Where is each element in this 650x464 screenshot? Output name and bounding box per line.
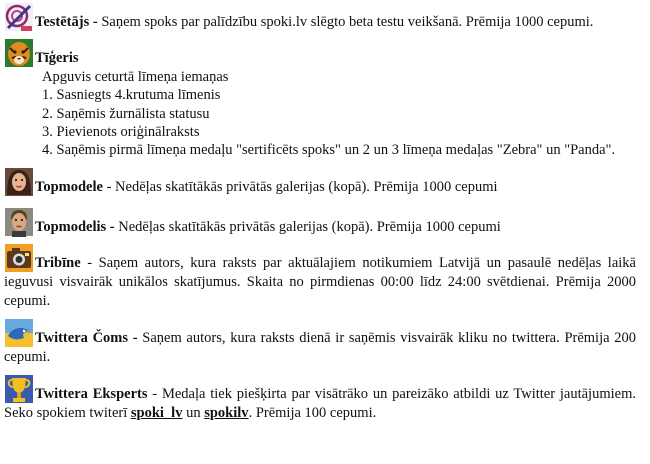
entry-description-end: . Prēmija 100 cepumi. bbox=[248, 405, 377, 422]
camera-icon bbox=[4, 243, 34, 273]
requirements-intro: Apguvis ceturtā līmeņa iemaņas bbox=[42, 69, 229, 85]
medals-list bbox=[4, 0, 636, 423]
entry-description: Nedēļas skatītākās privātās galerijas (kopā). Prēmija 1000 cepumi bbox=[114, 219, 501, 236]
entry-topmodele bbox=[4, 167, 636, 197]
entry-name: Tribīne bbox=[35, 255, 81, 272]
entry-testetajs bbox=[4, 2, 636, 32]
twitter-link-spokilv[interactable]: spokilv bbox=[204, 405, 249, 422]
entry-description: - Nedēļas skatītākās privātās galerijas (kopā). Prēmija 1000 cepumi bbox=[102, 179, 498, 196]
entry-description: Saņem autors, kura raksts dienā ir saņēmis visvairāk kliku no twittera. Prēmija 200 cepumi. bbox=[4, 330, 636, 366]
trophy-cup-icon bbox=[4, 374, 34, 404]
requirement-item: 1. Sasniegts 4.krutuma līmenis bbox=[42, 87, 221, 104]
entry-topmodelis bbox=[4, 207, 636, 237]
entry-tribine bbox=[4, 243, 636, 310]
requirement-item: 2. Saņēmis žurnālista statusu bbox=[42, 105, 210, 122]
entry-name: Twittera Eksperts bbox=[35, 386, 148, 403]
entry-description-connector: un bbox=[182, 405, 205, 422]
entry-description: Saņem spoks par palīdzību spoki.lv slēgto beta testu veikšanā. Prēmija 1000 cepumi. bbox=[97, 14, 594, 30]
tigeris-requirements bbox=[42, 68, 636, 159]
entry-name: Twittera Čoms - bbox=[35, 330, 138, 347]
twitter-bird-icon bbox=[4, 318, 34, 348]
entry-description: - Medaļa tiek piešķirta par visātrāko un pareizāko atbildi uz Twitter jautājumiem. Seko spokiem twiterī bbox=[4, 386, 636, 422]
tiger-icon bbox=[4, 38, 34, 68]
entry-name: Topmodele bbox=[35, 179, 103, 196]
entry-description: - Saņem autors, kura raksts par aktuālajiem notikumiem Latvijā un pasaulē nedēļas laikā ieguvusi visvairāk unikālos skatījumus. Skaita no pirmdienas 00:00 līdz 24:00 svētdienai. Prēmija 2000 cepumi. bbox=[4, 255, 636, 309]
requirement-item: 4. Saņēmis pirmā līmeņa medaļu "sertificēts spoks" un 2 un 3 līmeņa medaļas "Zebra" un "Panda". bbox=[42, 142, 616, 159]
tester-badge-icon bbox=[4, 2, 34, 32]
entry-name: Tīģeris bbox=[35, 50, 79, 66]
entry-name: Topmodelis - bbox=[35, 219, 115, 236]
entry-tigeris bbox=[4, 38, 636, 159]
entry-name: Testētājs - bbox=[35, 14, 98, 30]
twitter-link-spoki-lv[interactable]: spoki_lv bbox=[130, 405, 183, 422]
requirement-item: 3. Pievienots oriģinālraksts bbox=[42, 123, 200, 140]
entry-twittera-coms bbox=[4, 318, 636, 366]
male-model-icon bbox=[4, 207, 34, 237]
female-model-icon bbox=[4, 167, 34, 197]
entry-twittera-eksperts bbox=[4, 374, 636, 422]
